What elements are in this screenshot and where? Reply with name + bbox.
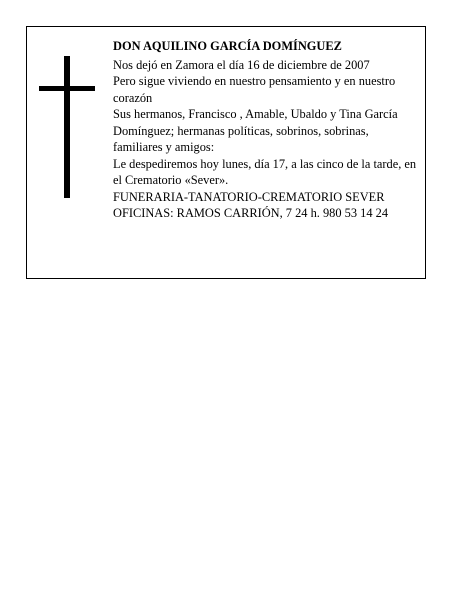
funeral-home-name: FUNERARIA-TANATORIO-CREMATORIO SEVER — [113, 189, 385, 204]
cross-icon — [39, 56, 95, 198]
date-of-death: Nos dejó en Zamora el día 16 de diciembre de 2007 — [113, 57, 370, 72]
deceased-name: DON AQUILINO GARCÍA DOMÍNGUEZ — [113, 39, 342, 53]
obituary-notice — [26, 26, 426, 279]
family-list: Sus hermanos, Francisco , Amable, Ubaldo y Tina García Domínguez; hermanas políticas, sobrinos, sobrinas, familiares y amigos: — [113, 107, 398, 154]
remembrance-line: Pero sigue viviendo en nuestro pensamiento y en nuestro corazón — [113, 74, 396, 105]
cross-vertical-bar — [64, 56, 70, 198]
cross-horizontal-bar — [39, 86, 95, 91]
obituary-text — [113, 38, 419, 222]
farewell-details: Le despediremos hoy lunes, día 17, a las cinco de la tarde, en el Crematorio «Sever». — [113, 156, 417, 187]
office-contact: OFICINAS: RAMOS CARRIÓN, 7 24 h. 980 53 14 24 — [113, 206, 389, 220]
